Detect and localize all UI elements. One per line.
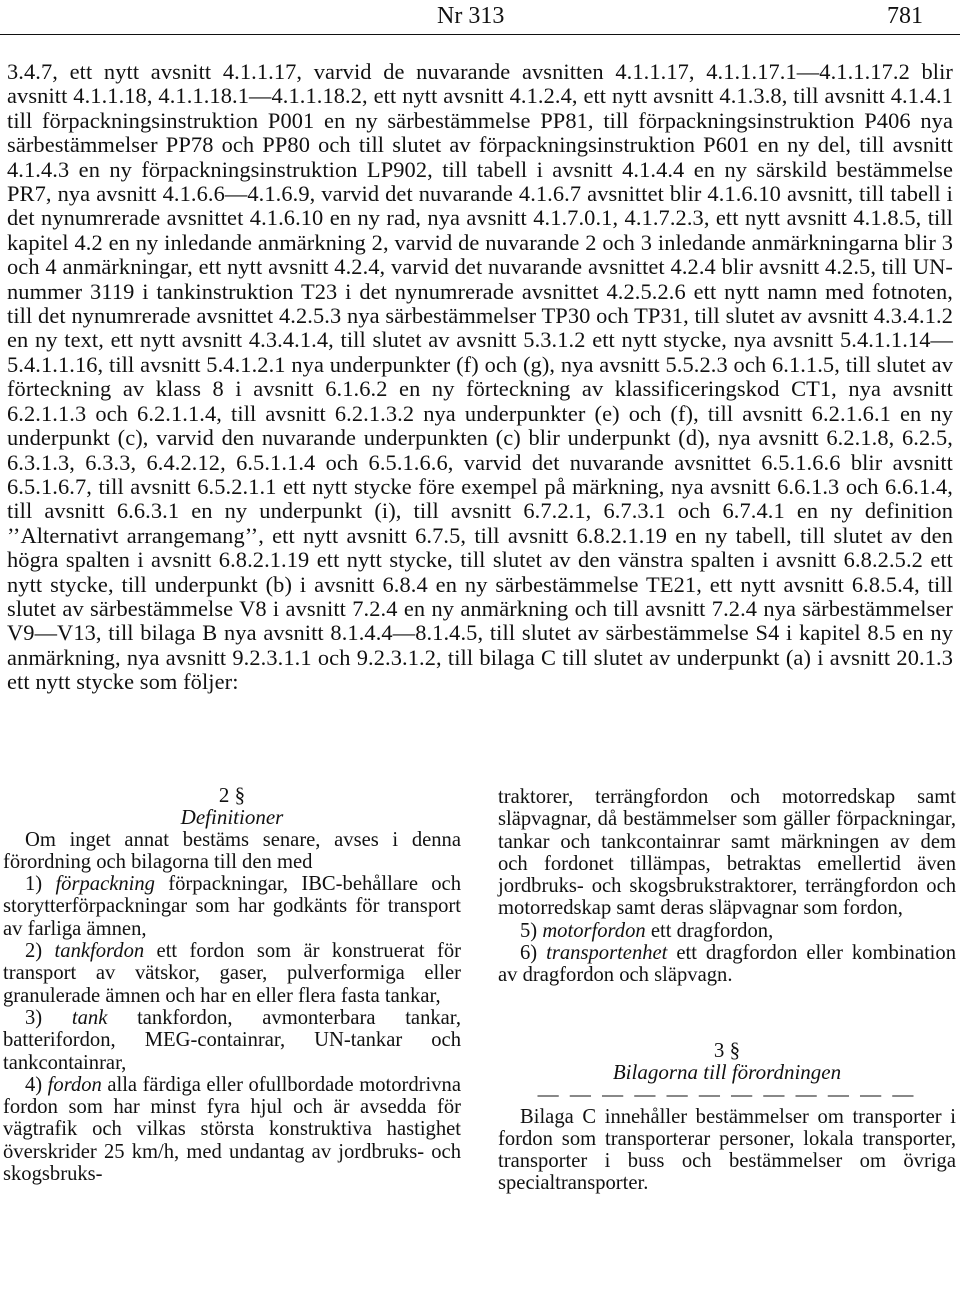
definition-term: tank <box>71 1006 108 1029</box>
closing-paragraph: Bilaga C innehåller bestämmelser om transporter i fordon som transporterar personer, lokala transporter, transporter i buss och bestämmelser om övriga specialtransporter. <box>498 1105 956 1195</box>
definitions-lead: Om inget annat bestäms senare, avses i denna förordning och bilagorna till den med <box>3 828 461 873</box>
amendment-paragraph: 3.4.7, ett nytt avsnitt 4.1.1.17, varvid de nuvarande avsnitten 4.1.1.17, 4.1.1.17.1—4.1.1.17.2 blir avsnitt 4.1.1.18, 4.1.1.18.1—4.1.1.18.2, ett nytt avsnitt 4.1.2.4, ett nytt avsnitt 4.1.3.8, till avsnitt 4.1.4.1 till förpackningsinstruktion P001 en ny särbestämmelse PP81, till förpackningsinstruktion P406 nya särbestämmelser PP78 och PP80 och till slutet av förpackningsinstruktion P601 en ny del, till avsnitt 4.1.4.3 en ny förpackningsinstruktion LP902, till tabell i avsnitt 4.1.4.4 en ny särskild bestämmelse PR7, nya avsnitt 4.1.6.6—4.1.6.9, varvid det nuvarande 4.1.6.7 avsnittet blir 4.1.6.10 avsnitt, till tabell i det nynumrerade avsnittet 4.1.6.10 en ny rad, nya avsnitt 4.1.7.0.1, 4.1.7.2.3, ett nytt avsnitt 4.1.8.5, till kapitel 4.2 en ny inledande anmärkning 2, varvid de nuvarande 2 och 3 inledande anmärkningarna blir 3 och 4 anmärkningar, ett nytt avsnitt 4.2.4, varvid det nuvarande avsnittet 4.2.4 blir avsnitt 4.2.5, till UN-nummer 3119 i tankinstruktion T23 i det nynumrerade avsnittet 4.2.5.2.6 ett nytt namn med fotnoten, till det nynumrerade avsnittet 4.2.5.3 nya särbestämmelser TP30 och TP31, till slutet av avsnitt 4.3.4.1.2 en ny text, ett nytt avsnitt 4.3.4.1.4, till slutet av avsnitt 5.3.1.2 ett nytt stycke, nya avsnitt 5.4.1.1.14—5.4.1.1.16, till avsnitt 5.4.1.2.1 nya underpunkter (f) och (g), nya avsnitt 5.5.2.3 och 6.1.1.5, till slutet av förteckning av klass 8 i avsnitt 6.1.6.2 en ny förteckning av klassificeringskod CT1, nya avsnitt 6.2.1.1.3 och 6.2.1.1.4, till avsnitt 6.2.1.3.2 nya underpunkter (e) och (f), till avsnitt 6.2.1.6.1 en ny underpunkt (c), varvid den nuvarande underpunkten (c) blir underpunkt (d), nya avsnitt 6.2.1.8, 6.2.5, 6.3.1.3, 6.3.3, 6.4.2.12, 6.5.1.1.4 och 6.5.1.6.6, varvid det nuvarande avsnittet 6.5.1.6.6 blir avsnitt 6.5.1.6.7, till avsnitt 6.5.2.1.1 ett nytt stycke före exempel på märkning, nya avsnitt 6.6.1.3 och 6.6.1.4, till avsnitt 6.6.3.1 en ny underpunkt (i), till avsnitt 6.7.2.1, 6.7.3.1 och 6.7.4.1 en ny definition ’’Alternativt arrangemang’’, ett nytt avsnitt 6.7.5, till avsnitt 6.8.2.1.19 en ny tabell, till slutet av den högra spalten i avsnitt 6.8.2.1.19 ett nytt stycke, till slutet av den vänstra spalten i avsnitt 6.8.2.5.2 ett nytt stycke, till underpunkt (b) i avsnitt 6.8.4 en ny särbestämmelse TE21, ett nytt avsnitt 6.8.5.4, till slutet av särbestämmelse V8 i avsnitt 7.2.4 en ny anmärkning och till avsnitt 7.2.4 nya särbestämmelser V9—V13, till bilaga B nya avsnitt 8.1.4.4—8.1.4.5, till slutet av särbestämmelse S4 i kapitel 8.5 en ny anmärkning, nya avsnitt 9.2.3.1.1 och 9.2.3.1.2, till bilaga C till slutet av underpunkt (a) i avsnitt 20.1.3 ett nytt stycke som följer: <box>7 59 953 695</box>
definition-item <box>3 1007 461 1074</box>
definition-item <box>3 873 461 940</box>
definition-item <box>3 940 461 1007</box>
definition-text: ett dragfordon, <box>645 919 774 942</box>
page-header <box>0 0 960 40</box>
definition-text: tankfordon, avmonterbara tankar, batterifordon, MEG-containrar, UN-tankar och tankcontainrar, <box>3 1006 461 1074</box>
definition-item <box>498 920 956 942</box>
definition-item <box>498 942 956 987</box>
section-number: 3 § <box>713 1037 741 1062</box>
definition-number: 1) <box>25 873 43 896</box>
section-number: 2 § <box>218 783 246 807</box>
section-title: Bilagorna till förordningen <box>612 1059 842 1084</box>
definition-number: 6) <box>520 942 538 965</box>
definition-text: ett dragfordon eller kombination av dragfordon och släpvagn. <box>498 942 956 987</box>
definition-term: förpackning <box>55 873 155 896</box>
left-column <box>3 784 461 1185</box>
page-number: 781 <box>887 3 923 29</box>
definition-text: ett fordon som är konstruerat för transport av vätskor, gaser, pulverformiga eller granulerade ämnen och har en eller flera fasta tankar, <box>3 940 461 1007</box>
definition-term: motorfordon <box>542 919 646 942</box>
definition-item <box>3 1074 461 1185</box>
issue-number: Nr 313 <box>437 3 505 29</box>
right-column <box>498 786 956 1195</box>
section-title: Definitioner <box>180 805 284 830</box>
header-rule <box>0 34 960 35</box>
definition-text: alla färdiga eller ofullbordade motordrivna fordon som har minst fyra hjul och är avsedda för vägtrafik och vilkas största konstruktiva hastighet överskrider 25 km/h, med undantag av jordbruks- och skogsbruks- <box>3 1073 461 1186</box>
definition-number: 3) <box>25 1006 43 1029</box>
definition-number: 5) <box>520 919 538 942</box>
definition-term: transportenhet <box>546 942 668 965</box>
definition-number: 4) <box>25 1073 43 1096</box>
definition-continuation: traktorer, terrängfordon och motorredskap samt släpvagnar, då bestämmelser som gäller förpackningar, tankar och tankcontainrar samt märkningen av dem och fordonet tillämpas, betraktas emellertid även jordbruks- och skogsbrukstraktorer, terrängfordon och motorredskap samt deras släpvagnar som fordon, <box>498 786 956 920</box>
definition-text: förpackningar, IBC-behållare och storytterförpackningar som har godkänts för transport av farliga ämnen, <box>3 873 461 940</box>
definition-term: fordon <box>47 1073 102 1096</box>
omission-dashes: — — — — — — — — — — — — <box>537 1082 917 1107</box>
definition-term: tankfordon <box>54 940 145 963</box>
definition-number: 2) <box>25 940 43 963</box>
